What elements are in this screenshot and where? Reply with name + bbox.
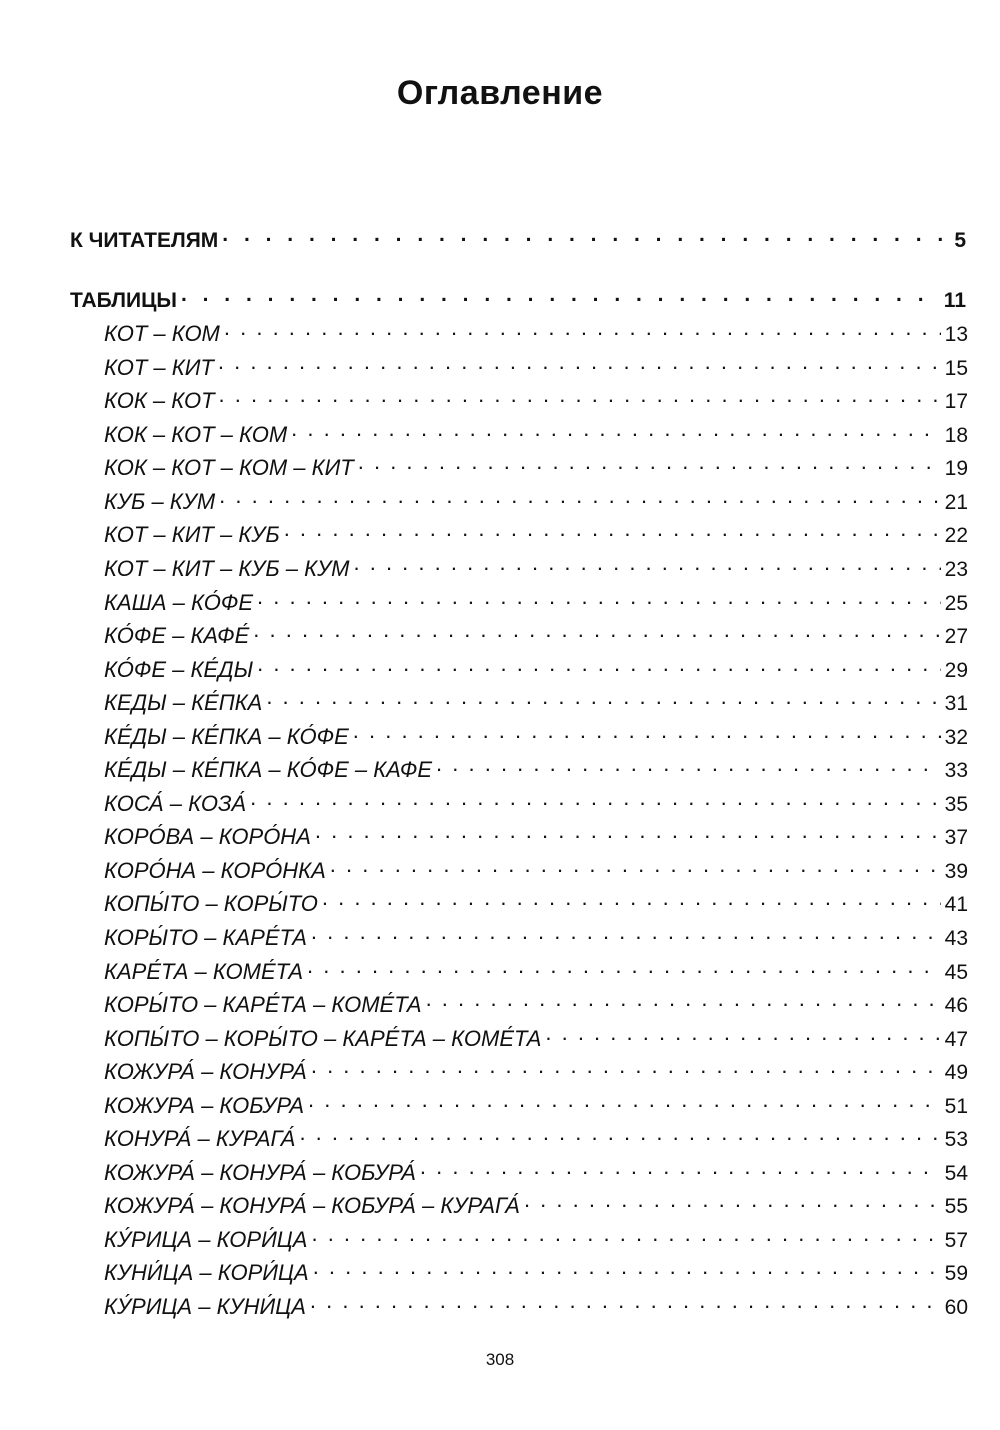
toc-item-label: КОТ – КИТ – КУБ [104, 522, 280, 547]
toc-item-label: КОСА́ – КОЗА́ [104, 791, 247, 816]
toc-item[interactable] [104, 856, 968, 884]
dot-leader [315, 822, 941, 844]
toc-item-page: 54 [944, 1162, 968, 1185]
toc-item-page: 33 [944, 759, 968, 782]
page-title: Оглавление [396, 74, 604, 112]
toc-item-label: КОРЫ́ТО – КАРЕ́ТА – КОМЕ́ТА [104, 992, 422, 1017]
toc-item-label: КОНУРА́ – КУРАГА́ [104, 1126, 296, 1151]
toc-item-label: КОЖУРА – КОБУРА [104, 1093, 305, 1118]
toc-item-label: КУ́РИЦА – КОРИ́ЦА [104, 1227, 308, 1252]
dot-leader [299, 1124, 940, 1146]
dot-leader [353, 722, 941, 744]
toc-item[interactable] [104, 1258, 968, 1286]
dot-leader [310, 1292, 941, 1314]
toc-item-label: КЕ́ДЫ – КЕ́ПКА – КО́ФЕ [104, 724, 349, 749]
dot-leader [257, 588, 941, 610]
toc-item[interactable] [104, 1057, 968, 1085]
dot-leader [253, 621, 940, 643]
dot-leader [420, 1158, 941, 1180]
toc-item-page: 35 [944, 793, 968, 816]
toc-item-label: КУНИ́ЦА – КОРИ́ЦА [104, 1260, 309, 1285]
toc-item-label: КОТ – КИТ – КУБ – КУМ [104, 556, 350, 581]
toc-section-readers[interactable] [70, 226, 966, 253]
toc-item-page: 53 [944, 1128, 968, 1151]
toc-item[interactable] [104, 453, 968, 481]
dot-leader [219, 386, 941, 408]
toc-item-label: КОК – КОТ – КОМ [104, 422, 288, 447]
toc-item-label: КОК – КОТ [104, 388, 215, 413]
toc-item[interactable] [104, 688, 968, 716]
toc-item-page: 25 [944, 592, 968, 615]
toc-item-page: 51 [944, 1095, 968, 1118]
toc-item[interactable] [104, 990, 968, 1018]
toc-item-page: 59 [944, 1262, 968, 1285]
toc-item[interactable] [104, 386, 968, 414]
toc-item-label: КО́ФЕ – КАФЕ́ [104, 623, 250, 648]
toc-item-label: КОК – КОТ – КОМ – КИТ [104, 455, 354, 480]
toc-item-label: КОЖУРА́ – КОНУРА́ – КОБУРА́ – КУРАГА́ [104, 1193, 520, 1218]
dot-leader [330, 856, 941, 878]
toc-item-label: КАША – КО́ФЕ [104, 590, 254, 615]
dot-leader [250, 789, 941, 811]
toc-item[interactable] [104, 1292, 968, 1320]
toc-item-page: 13 [944, 323, 968, 346]
toc-item-page: 17 [944, 390, 968, 413]
dot-leader [311, 1225, 940, 1247]
toc-item-page: 43 [944, 927, 968, 950]
toc-item[interactable] [104, 889, 968, 917]
dot-leader [181, 286, 940, 307]
toc-section-tables[interactable] [70, 286, 966, 313]
dot-leader [358, 453, 941, 475]
toc-item-page: 15 [944, 357, 968, 380]
dot-leader [307, 957, 941, 979]
dot-leader [322, 889, 941, 911]
toc-item-page: 22 [944, 524, 968, 547]
toc-item-page: 27 [944, 625, 968, 648]
toc-item[interactable] [104, 621, 968, 649]
toc-section-page: 11 [943, 289, 966, 312]
toc-item-label: КО́ФЕ – КЕ́ДЫ [104, 657, 254, 682]
dot-leader [426, 990, 941, 1012]
toc-item-page: 57 [944, 1229, 968, 1252]
toc-item-page: 18 [944, 424, 968, 447]
toc-item[interactable] [104, 588, 968, 616]
toc-item-page: 46 [944, 994, 968, 1017]
dot-leader [219, 487, 940, 509]
toc-item[interactable] [104, 822, 968, 850]
toc-item[interactable] [104, 755, 968, 783]
toc-item-label: КОТ – КИТ [104, 355, 214, 380]
dot-leader [311, 923, 941, 945]
toc-item-page: 19 [944, 457, 968, 480]
toc-item[interactable] [104, 1158, 968, 1186]
dot-leader [218, 353, 941, 375]
toc-item-page: 60 [944, 1296, 968, 1319]
toc-item-label: КЕДЫ – КЕ́ПКА [104, 690, 263, 715]
toc-item[interactable] [104, 655, 968, 683]
toc-item-label: КУ́РИЦА – КУНИ́ЦА [104, 1294, 306, 1319]
toc-item[interactable] [104, 1024, 968, 1052]
toc-section-label: ТАБЛИЦЫ [70, 289, 177, 312]
dot-leader [313, 1258, 941, 1280]
dot-leader [266, 688, 940, 710]
toc-item-label: КОРЫ́ТО – КАРЕ́ТА [104, 925, 307, 950]
toc-item-label: КАРЕ́ТА – КОМЕ́ТА [104, 959, 304, 984]
dot-leader [291, 420, 940, 442]
toc-item-label: КЕ́ДЫ – КЕ́ПКА – КО́ФЕ – КАФЕ [104, 757, 433, 782]
toc-item-label: КОЖУРА́ – КОНУРА́ – КОБУРА́ [104, 1160, 416, 1185]
page-number: 308 [485, 1350, 515, 1369]
toc-item-label: КОТ – КОМ [104, 321, 220, 346]
toc-item-page: 37 [944, 826, 968, 849]
toc-section-label: К ЧИТАТЕЛЯМ [70, 229, 219, 252]
toc-item-page: 55 [944, 1195, 968, 1218]
dot-leader [436, 755, 941, 777]
toc-item-label: КОРО́ВА – КОРО́НА [104, 824, 311, 849]
toc-item[interactable] [104, 487, 968, 515]
toc-item[interactable] [104, 923, 968, 951]
toc-item-page: 47 [944, 1028, 968, 1051]
toc-item[interactable] [104, 353, 968, 381]
toc-item-label: КУБ – КУМ [104, 489, 216, 514]
toc-item[interactable] [104, 520, 968, 548]
toc-item[interactable] [104, 957, 968, 985]
dot-leader [308, 1091, 941, 1113]
toc-item-page: 31 [944, 692, 968, 715]
toc-item[interactable] [104, 1124, 968, 1152]
toc-section-page: 5 [954, 229, 966, 252]
dot-leader [224, 319, 941, 341]
dot-leader [354, 554, 941, 576]
toc-item-label: КОЖУРА́ – КОНУРА́ [104, 1059, 307, 1084]
toc-item-label: КОПЫ́ТО – КОРЫ́ТО [104, 891, 318, 916]
toc-item[interactable] [104, 319, 968, 347]
toc-item[interactable] [104, 554, 968, 582]
toc-item[interactable] [104, 420, 968, 448]
dot-leader [311, 1057, 941, 1079]
toc-item-page: 29 [944, 659, 968, 682]
dot-leader [222, 226, 950, 247]
toc-item-page: 41 [944, 893, 968, 916]
toc-item-page: 21 [944, 491, 968, 514]
toc-item[interactable] [104, 789, 968, 817]
toc-item-page: 49 [944, 1061, 968, 1084]
toc-item-label: КОПЫ́ТО – КОРЫ́ТО – КАРЕ́ТА – КОМЕ́ТА [104, 1026, 542, 1051]
toc-item-label: КОРО́НА – КОРО́НКА [104, 858, 326, 883]
toc-item-page: 39 [944, 860, 968, 883]
toc-item-page: 32 [944, 726, 968, 749]
dot-leader [257, 655, 941, 677]
toc-item-page: 45 [944, 961, 968, 984]
toc-item[interactable] [104, 1091, 968, 1119]
dot-leader [545, 1024, 940, 1046]
toc-item-page: 23 [944, 558, 968, 581]
toc-item[interactable] [104, 1191, 968, 1219]
toc-item[interactable] [104, 1225, 968, 1253]
dot-leader [284, 520, 941, 542]
dot-leader [524, 1191, 941, 1213]
toc-item[interactable] [104, 722, 968, 750]
